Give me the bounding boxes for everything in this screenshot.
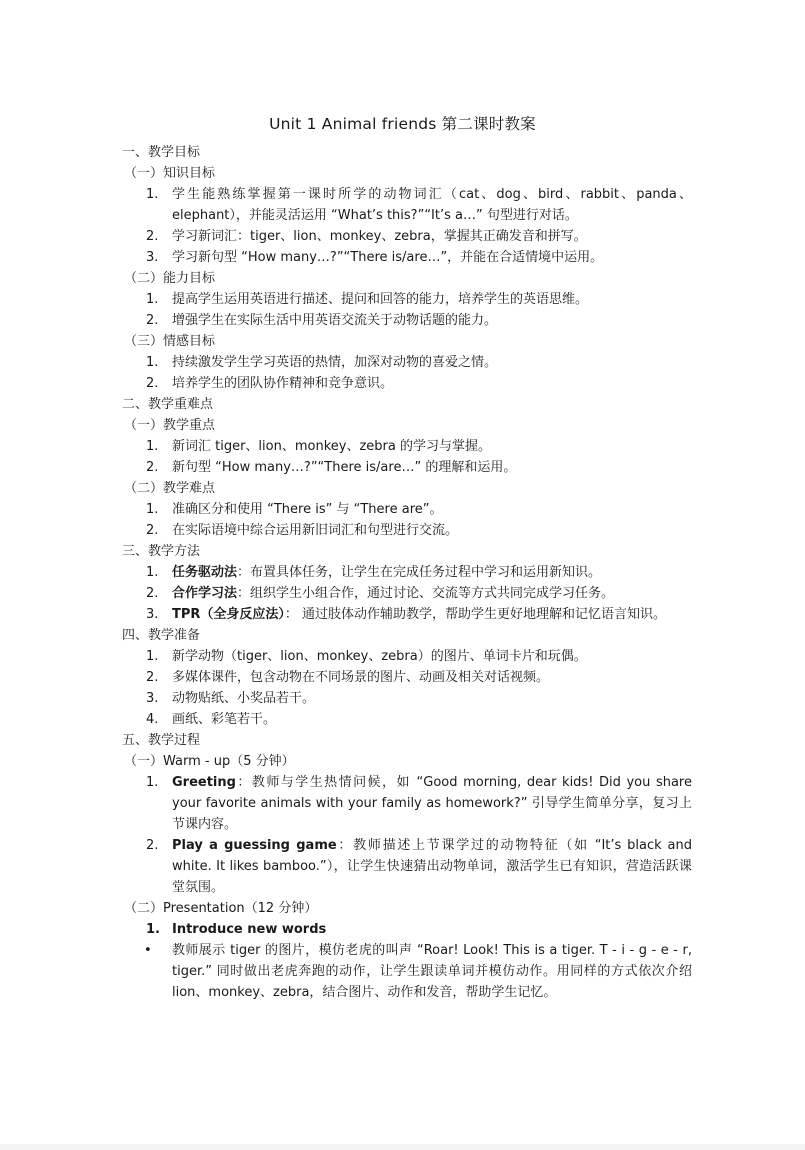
section-heading-preparation: 四、教学准备 (122, 628, 201, 643)
list-item: 1. Greeting：教师与学生热情问候，如 “Good morning, dear kids! Did you share your favorite animals with your family as homework?” 引导学生简单分享，复习上节课内容。 (146, 775, 692, 832)
list-item: 1. 新词汇 tiger、lion、monkey、zebra 的学习与掌握。 (146, 439, 491, 454)
section-heading-process: 五、教学过程 (122, 733, 201, 748)
subsection-heading-presentation: （二）Presentation（12 分钟） (124, 901, 318, 916)
list-item: 2. Play a guessing game：教师描述上节课学过的动物特征（如 “It’s black and white. It likes bamboo.”），让学生快速猜出动物单词，激活学生已有知识，营造活跃课堂氛围。 (146, 838, 692, 895)
document-body (122, 142, 692, 1003)
subsection-heading-warmup: （一）Warm - up（5 分钟） (124, 754, 295, 769)
section-heading-key-points: 二、教学重难点 (122, 397, 214, 412)
list-item: 1. 任务驱动法：布置具体任务，让学生在完成任务过程中学习和运用新知识。 (146, 565, 602, 580)
list-item: 1. 准确区分和使用 “There is” 与 “There are”。 (146, 502, 443, 517)
list-item: 1. 提高学生运用英语进行描述、提问和回答的能力，培养学生的英语思维。 (146, 292, 589, 307)
list-item: 3. 动物贴纸、小奖品若干。 (146, 691, 316, 706)
section-heading-objectives: 一、教学目标 (122, 145, 201, 160)
subsection-heading-ability: （二）能力目标 (124, 271, 216, 286)
section-heading-methods: 三、教学方法 (122, 544, 201, 559)
bullet-item: • 教师展示 tiger 的图片，模仿老虎的叫声 “Roar! Look! This is a tiger. T - i - g - e - r, tiger.” 同时做出老虎奔跑的动作，让学生跟读单词并模仿动作。用同样的方式依次介绍 lion、monkey、zebra，结合图片、动作和发音，帮助学生记忆。 (144, 943, 692, 1000)
list-item: 2. 合作学习法：组织学生小组合作，通过讨论、交流等方式共同完成学习任务。 (146, 586, 615, 601)
list-item-heading: 1. Introduce new words (146, 922, 327, 937)
list-item: 2. 在实际语境中综合运用新旧词汇和句型进行交流。 (146, 523, 459, 538)
list-item: 1. 持续激发学生学习英语的热情，加深对动物的喜爱之情。 (146, 355, 498, 370)
subsection-heading-knowledge: （一）知识目标 (124, 166, 216, 181)
list-item: 1. 学生能熟练掌握第一课时所学的动物词汇（cat、dog、bird、rabbit、panda、elephant），并能灵活运用 “What’s this?”“It’s a…” 句型进行对话。 (146, 187, 692, 223)
list-item: 1. 新学动物（tiger、lion、monkey、zebra）的图片、单词卡片和玩偶。 (146, 649, 587, 664)
list-item: 2. 增强学生在实际生活中用英语交流关于动物话题的能力。 (146, 313, 498, 328)
subsection-heading-difficulty: （二）教学难点 (124, 481, 216, 496)
list-item: 2. 学习新词汇：tiger、lion、monkey、zebra，掌握其正确发音和拼写。 (146, 229, 587, 244)
document-title: Unit 1 Animal friends 第二课时教案 (269, 115, 536, 133)
subsection-heading-focus: （一）教学重点 (124, 418, 216, 433)
list-item: 3. 学习新句型 “How many…?”“There is/are…”，并能在合适情境中运用。 (146, 250, 604, 265)
list-item: 2. 多媒体课件，包含动物在不同场景的图片、动画及相关对话视频。 (146, 670, 550, 685)
list-item: 3. TPR（全身反应法）： 通过肢体动作辅助教学，帮助学生更好地理解和记忆语言知识。 (146, 607, 667, 622)
subsection-heading-emotion: （三）情感目标 (124, 334, 216, 349)
list-item: 4. 画纸、彩笔若干。 (146, 712, 277, 727)
list-item: 2. 培养学生的团队协作精神和竞争意识。 (146, 376, 394, 391)
list-item: 2. 新句型 “How many…?”“There is/are…” 的理解和运用。 (146, 460, 517, 475)
